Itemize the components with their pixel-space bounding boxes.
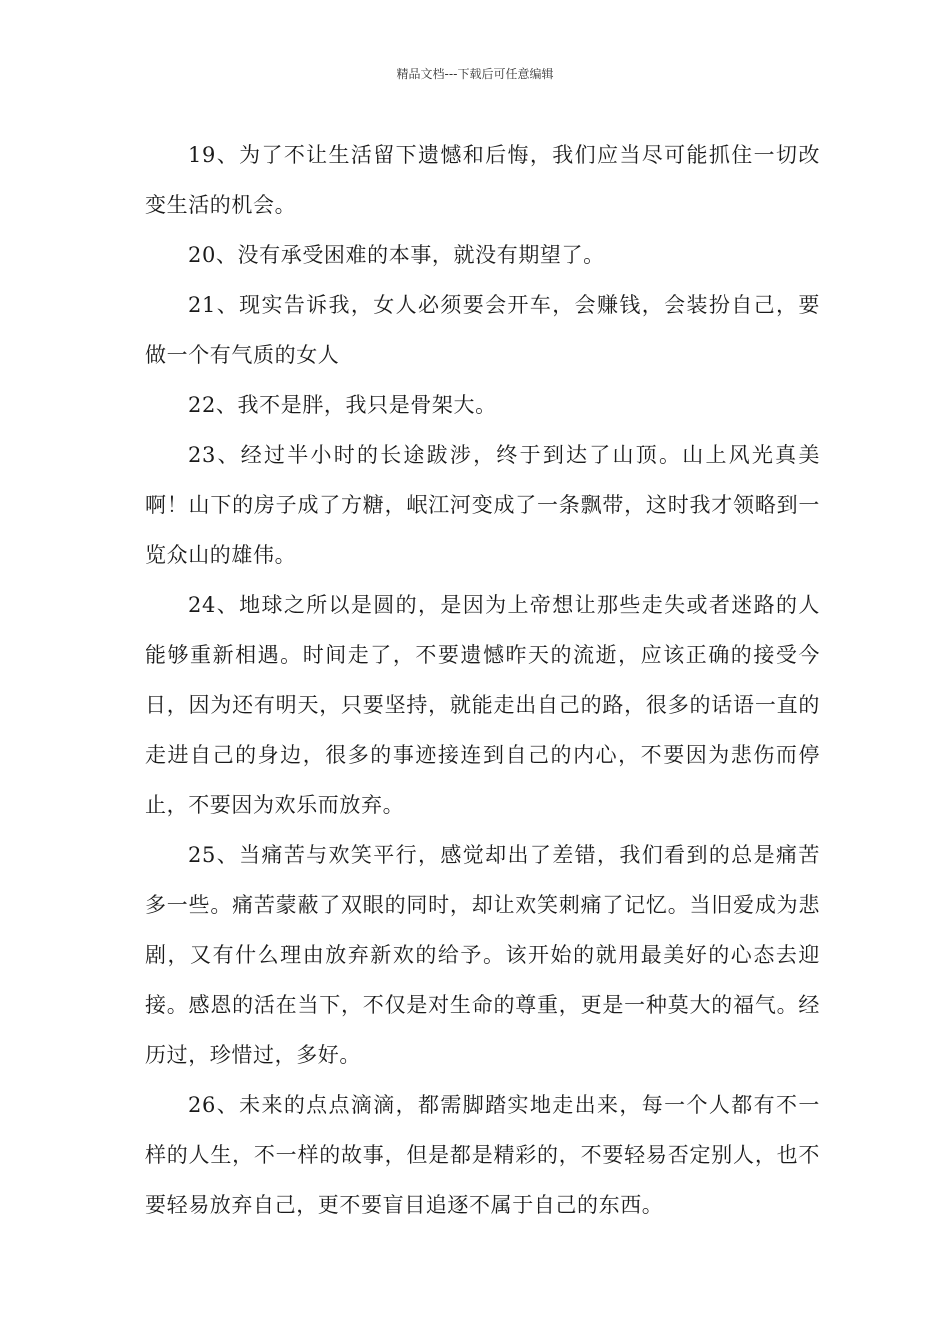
document-body [145,130,820,1230]
paragraph-20: 20、没有承受困难的本事，就没有期望了。 [188,243,605,267]
page-header: 精品文档---下载后可任意编辑 [396,67,554,81]
paragraph-19: 19、为了不让生活留下遗憾和后悔，我们应当尽可能抓住一切改变生活的机会。 [145,143,820,217]
paragraph-25: 25、当痛苦与欢笑平行，感觉却出了差错，我们看到的总是痛苦多一些。痛苦蒙蔽了双眼的同时，却让欢笑刺痛了记忆。当旧爱成为悲剧，又有什么理由放弃新欢的给予。该开始的就用最美好的心态去迎接。感恩的活在当下，不仅是对生命的尊重，更是一种莫大的福气。经历过，珍惜过，多好。 [145,843,820,1067]
paragraph-21: 21、现实告诉我，女人必须要会开车，会赚钱，会装扮自己，要做一个有气质的女人 [145,293,820,367]
paragraph-23: 23、经过半小时的长途跋涉，终于到达了山顶。山上风光真美啊！山下的房子成了方糖，岷江河变成了一条飘带，这时我才领略到一览众山的雄伟。 [145,443,820,567]
paragraph-22: 22、我不是胖，我只是骨架大。 [188,393,497,417]
paragraph-26: 26、未来的点点滴滴，都需脚踏实地走出来，每一个人都有不一样的人生，不一样的故事，但是都是精彩的，不要轻易否定别人，也不要轻易放弃自己，更不要盲目追逐不属于自己的东西。 [145,1093,820,1217]
paragraph-24: 24、地球之所以是圆的，是因为上帝想让那些走失或者迷路的人能够重新相遇。时间走了，不要遗憾昨天的流逝，应该正确的接受今日，因为还有明天，只要坚持，就能走出自己的路，很多的话语一直的走进自己的身边，很多的事迹接连到自己的内心，不要因为悲伤而停止，不要因为欢乐而放弃。 [145,593,820,817]
